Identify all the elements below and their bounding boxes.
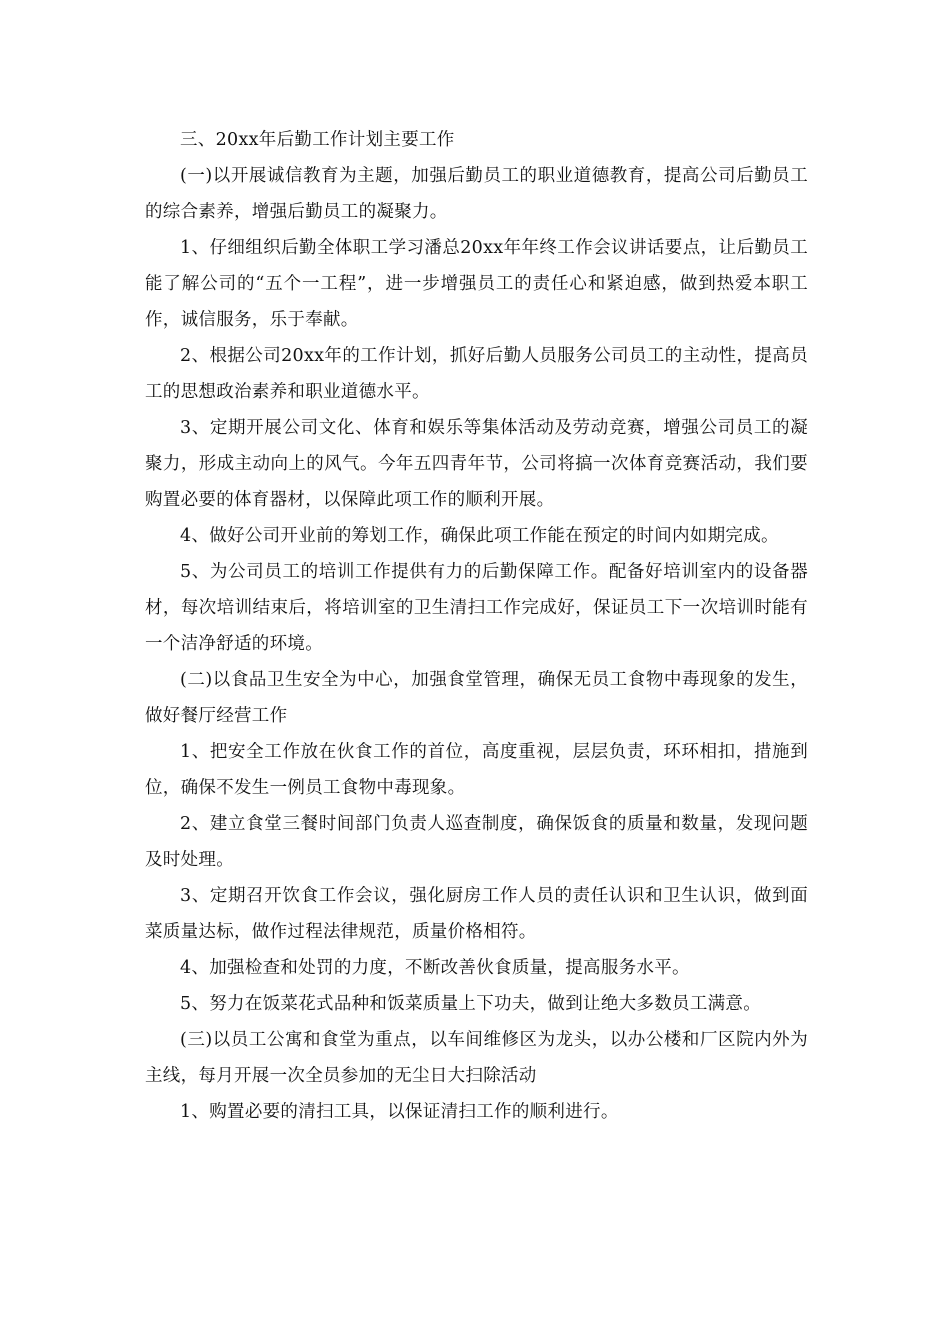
list-item: 2、根据公司20xx年的工作计划，抓好后勤人员服务公司员工的主动性，提高员工的思想政治素养和职业道德水平。 — [145, 346, 808, 402]
list-item: 5、努力在饭菜花式品种和饭菜质量上下功夫，做到让绝大多数员工满意。 — [180, 994, 762, 1014]
list-item: 3、定期召开饮食工作会议，强化厨房工作人员的责任认识和卫生认识，做到面菜质量达标，做作过程法律规范，质量价格相符。 — [145, 886, 808, 942]
list-item: 5、为公司员工的培训工作提供有力的后勤保障工作。配备好培训室内的设备器材，每次培训结束后，将培训室的卫生清扫工作完成好，保证员工下一次培训时能有一个洁净舒适的环境。 — [145, 562, 808, 654]
list-item: 4、做好公司开业前的筹划工作，确保此项工作能在预定的时间内如期完成。 — [180, 526, 779, 546]
subsection-heading: (二)以食品卫生安全为中心，加强食堂管理，确保无员工食物中毒现象的发生，做好餐厅经营工作 — [145, 670, 808, 726]
list-item: 1、把安全工作放在伙食工作的首位，高度重视，层层负责，环环相扣，措施到位，确保不发生一例员工食物中毒现象。 — [145, 742, 808, 798]
subsection-heading: (一)以开展诚信教育为主题，加强后勤员工的职业道德教育，提高公司后勤员工的综合素养，增强后勤员工的凝聚力。 — [145, 166, 808, 222]
document-body — [145, 122, 808, 1130]
list-item: 1、仔细组织后勤全体职工学习潘总20xx年年终工作会议讲话要点，让后勤员工能了解公司的“五个一工程”，进一步增强员工的责任心和紧迫感，做到热爱本职工作，诚信服务，乐于奉献。 — [145, 238, 808, 330]
section-heading: 三、20xx年后勤工作计划主要工作 — [180, 130, 455, 150]
list-item: 1、购置必要的清扫工具，以保证清扫工作的顺利进行。 — [180, 1102, 619, 1122]
list-item: 2、建立食堂三餐时间部门负责人巡查制度，确保饭食的质量和数量，发现问题及时处理。 — [145, 814, 808, 870]
list-item: 4、加强检查和处罚的力度，不断改善伙食质量，提高服务水平。 — [180, 958, 690, 978]
subsection-heading: (三)以员工公寓和食堂为重点，以车间维修区为龙头，以办公楼和厂区院内外为主线，每月开展一次全员参加的无尘日大扫除活动 — [145, 1030, 808, 1086]
list-item: 3、定期开展公司文化、体育和娱乐等集体活动及劳动竞赛，增强公司员工的凝聚力，形成主动向上的风气。今年五四青年节，公司将搞一次体育竞赛活动，我们要购置必要的体育器材，以保障此项工作的顺利开展。 — [145, 418, 808, 510]
